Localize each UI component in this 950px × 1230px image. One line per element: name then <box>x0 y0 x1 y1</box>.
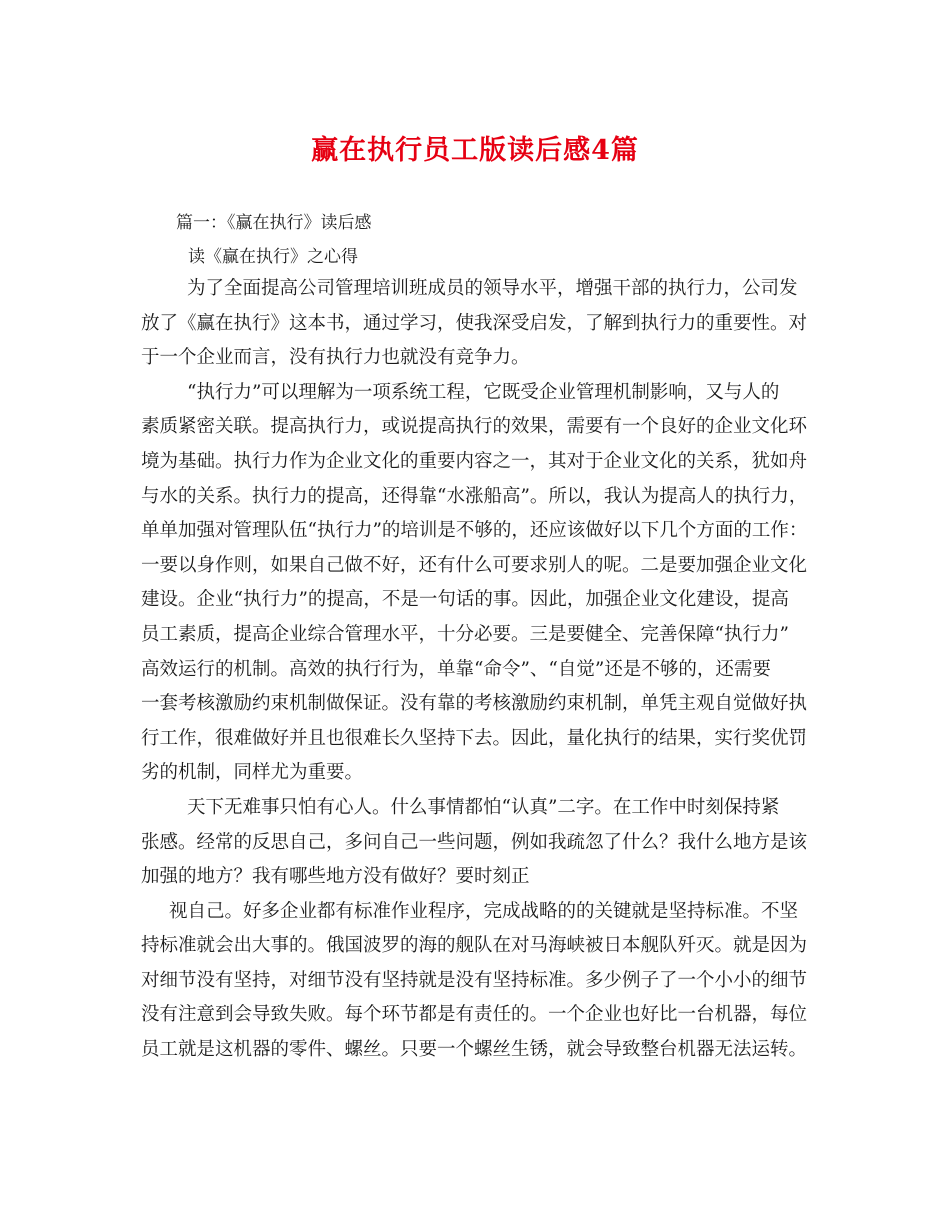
paragraph-line: 放了《赢在执行》这本书，通过学习，使我深受启发，了解到执行力的重要性。对 <box>141 312 808 334</box>
paragraph-line: 持标准就会出大事的。俄国波罗的海的舰队在对马海峡被日本舰队歼灭。就是因为 <box>141 935 808 957</box>
paragraph-line: 单单加强对管理队伍“执行力”的培训是不够的，还应该做好以下几个方面的工作： <box>141 520 808 542</box>
document-title: 赢在执行员工版读后感4篇 <box>311 135 639 166</box>
paragraph-line: 与水的关系。执行力的提高，还得靠“水涨船高”。所以，我认为提高人的执行力， <box>141 485 808 507</box>
paragraph-line: 张感。经常的反思自己，多问自己一些问题，例如我疏忽了什么？我什么地方是该 <box>141 831 808 853</box>
paragraph-line: 于一个企业而言，没有执行力也就没有竞争力。 <box>141 347 530 369</box>
paragraph-line: 境为基础。执行力作为企业文化的重要内容之一，其对于企业文化的关系，犹如舟 <box>141 450 808 472</box>
paragraph-line: 加强的地方？我有哪些地方没有做好？要时刻正 <box>141 866 530 888</box>
paragraph-line: 没有注意到会导致失败。每个环节都是有责任的。一个企业也好比一台机器，每位 <box>141 1004 808 1026</box>
paragraph-line: “执行力”可以理解为一项系统工程，它既受企业管理机制影响，又与人的 <box>187 381 780 403</box>
paragraph-line: 一套考核激励约束机制做保证。没有靠的考核激励约束机制，单凭主观自觉做好执 <box>141 693 808 715</box>
paragraph-line: 高效运行的机制。高效的执行行为，单靠“命令”、“自觉”还是不够的，还需要 <box>141 658 771 680</box>
paragraph-line: 建设。企业“执行力”的提高，不是一句话的事。因此，加强企业文化建设，提高 <box>141 589 789 611</box>
paragraph-line: 视自己。好多企业都有标准作业程序，完成战略的的关键就是坚持标准。不坚 <box>169 900 799 922</box>
paragraph-line: 为了全面提高公司管理培训班成员的领导水平，增强干部的执行力，公司发 <box>187 278 798 299</box>
paragraph-line: 素质紧密关联。提高执行力，或说提高执行的效果，需要有一个良好的企业文化环 <box>141 416 808 438</box>
paragraph-line: 一要以身作则，如果自己做不好，还有什么可要求别人的呢。二是要加强企业文化 <box>141 554 808 576</box>
paragraph-line: 行工作，很难做好并且也很难长久坚持下去。因此，量化执行的结果，实行奖优罚 <box>141 727 808 749</box>
paragraph-line: 员工就是这机器的零件、螺丝。只要一个螺丝生锈，就会导致整台机器无法运转。 <box>141 1039 808 1061</box>
paragraph-line: 对细节没有坚持，对细节没有坚持就是没有坚持标准。多少例子了一个小小的细节 <box>141 969 808 991</box>
document-body <box>141 272 821 1068</box>
paragraph-line: 天下无难事只怕有心人。什么事情都怕“认真”二字。在工作中时刻保持紧 <box>187 796 780 818</box>
section-heading: 篇一：《赢在执行》读后感 <box>176 213 372 233</box>
sub-heading: 读《赢在执行》之心得 <box>188 247 358 267</box>
paragraph-line: 员工素质，提高企业综合管理水平，十分必要。三是要健全、完善保障“执行力” <box>141 623 789 645</box>
paragraph-line: 劣的机制，同样尤为重要。 <box>141 762 364 784</box>
